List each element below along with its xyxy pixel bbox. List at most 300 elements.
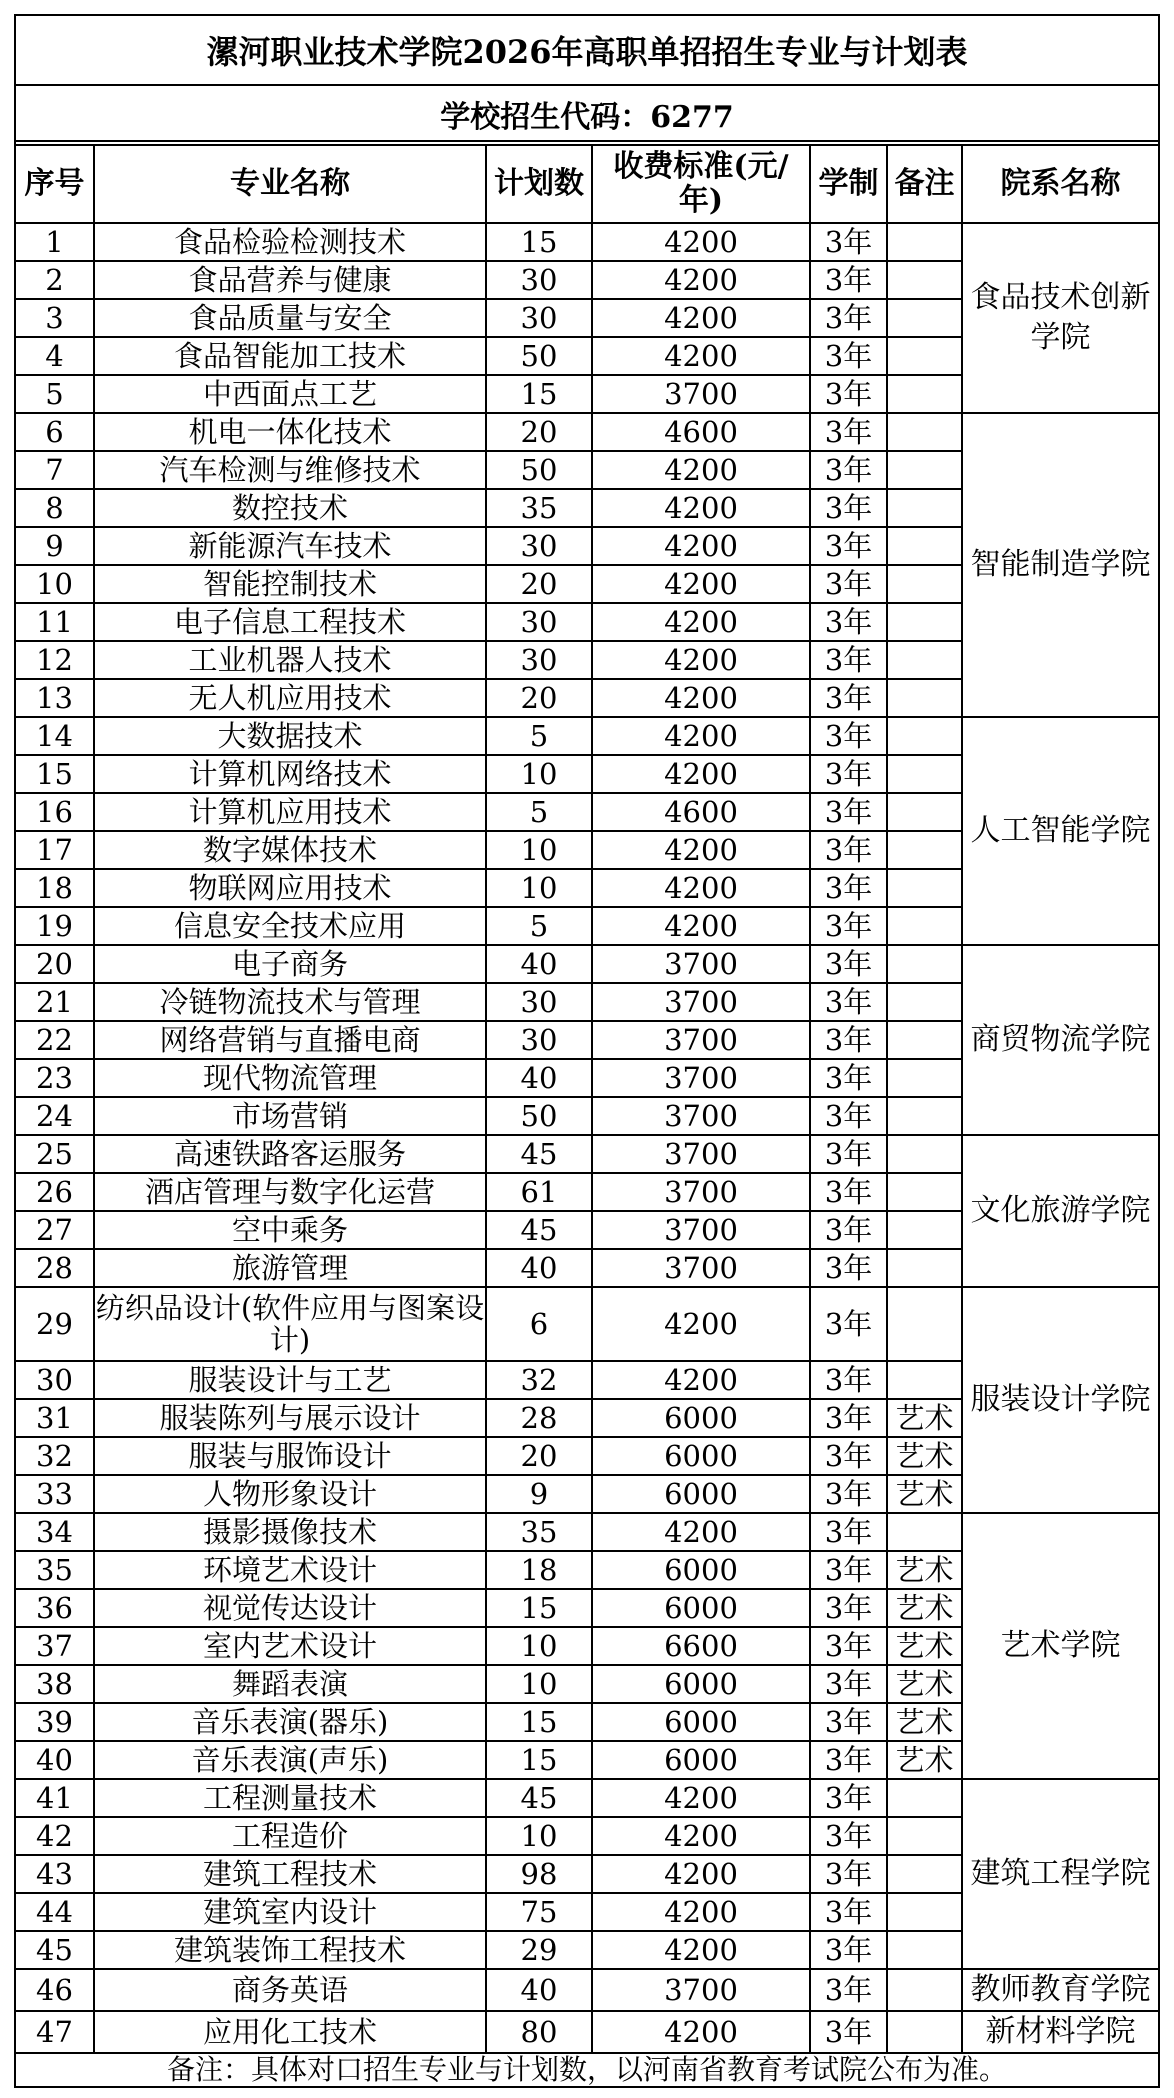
department-name: 建筑工程学院 — [962, 1779, 1158, 1969]
tuition: 4200 — [592, 299, 810, 337]
major-name: 食品质量与安全 — [94, 299, 486, 337]
department-name: 服装设计学院 — [962, 1287, 1158, 1513]
remark — [887, 869, 962, 907]
duration: 3年 — [810, 1287, 887, 1361]
duration: 3年 — [810, 413, 887, 451]
duration: 3年 — [810, 565, 887, 603]
major-name: 物联网应用技术 — [94, 869, 486, 907]
tuition: 4200 — [592, 1893, 810, 1931]
row-index: 46 — [16, 1969, 94, 2011]
remark — [887, 641, 962, 679]
row-index: 40 — [16, 1741, 94, 1779]
duration: 3年 — [810, 1211, 887, 1249]
major-name: 食品营养与健康 — [94, 261, 486, 299]
row-index: 5 — [16, 375, 94, 413]
tuition: 4600 — [592, 793, 810, 831]
remark: 艺术 — [887, 1703, 962, 1741]
department-name: 智能制造学院 — [962, 413, 1158, 717]
plan-count: 18 — [486, 1551, 592, 1589]
row-index: 33 — [16, 1475, 94, 1513]
remark — [887, 1097, 962, 1135]
plan-count: 50 — [486, 337, 592, 375]
row-index: 35 — [16, 1551, 94, 1589]
row-index: 19 — [16, 907, 94, 945]
major-name: 数控技术 — [94, 489, 486, 527]
tuition: 4200 — [592, 1931, 810, 1969]
plan-count: 10 — [486, 869, 592, 907]
table-row — [16, 223, 1158, 261]
tuition: 4200 — [592, 603, 810, 641]
duration: 3年 — [810, 869, 887, 907]
major-name: 电子商务 — [94, 945, 486, 983]
duration: 3年 — [810, 527, 887, 565]
duration: 3年 — [810, 983, 887, 1021]
tuition: 4200 — [592, 1361, 810, 1399]
tuition: 3700 — [592, 1135, 810, 1173]
major-name: 音乐表演(器乐) — [94, 1703, 486, 1741]
header-remark: 备注 — [887, 145, 962, 223]
major-name: 室内艺术设计 — [94, 1627, 486, 1665]
plan-count: 10 — [486, 1627, 592, 1665]
tuition: 3700 — [592, 1211, 810, 1249]
duration: 3年 — [810, 1173, 887, 1211]
plan-count: 40 — [486, 945, 592, 983]
table-row — [16, 945, 1158, 983]
footnote: 备注：具体对口招生专业与计划数，以河南省教育考试院公布为准。 — [166, 2053, 1007, 2086]
major-name: 工业机器人技术 — [94, 641, 486, 679]
duration: 3年 — [810, 1551, 887, 1589]
remark — [887, 1021, 962, 1059]
row-index: 26 — [16, 1173, 94, 1211]
plan-count: 15 — [486, 1589, 592, 1627]
major-name: 现代物流管理 — [94, 1059, 486, 1097]
header-tuition: 收费标准(元/年) — [592, 145, 810, 223]
major-name: 计算机应用技术 — [94, 793, 486, 831]
row-index: 38 — [16, 1665, 94, 1703]
duration: 3年 — [810, 1059, 887, 1097]
duration: 3年 — [810, 1589, 887, 1627]
tuition: 3700 — [592, 375, 810, 413]
duration: 3年 — [810, 451, 887, 489]
duration: 3年 — [810, 223, 887, 261]
plan-count: 40 — [486, 1059, 592, 1097]
major-name: 食品检验检测技术 — [94, 223, 486, 261]
duration: 3年 — [810, 831, 887, 869]
tuition: 4200 — [592, 565, 810, 603]
plan-count: 30 — [486, 527, 592, 565]
tuition: 3700 — [592, 1021, 810, 1059]
major-name: 机电一体化技术 — [94, 413, 486, 451]
duration: 3年 — [810, 1703, 887, 1741]
plan-count: 45 — [486, 1135, 592, 1173]
tuition: 4200 — [592, 679, 810, 717]
remark: 艺术 — [887, 1665, 962, 1703]
remark — [887, 1249, 962, 1287]
plan-count: 50 — [486, 1097, 592, 1135]
remark — [887, 1817, 962, 1855]
row-index: 44 — [16, 1893, 94, 1931]
enrollment-table — [16, 144, 1158, 2054]
row-index: 1 — [16, 223, 94, 261]
row-index: 42 — [16, 1817, 94, 1855]
tuition: 3700 — [592, 1173, 810, 1211]
plan-count: 75 — [486, 1893, 592, 1931]
remark: 艺术 — [887, 1437, 962, 1475]
plan-count: 32 — [486, 1361, 592, 1399]
duration: 3年 — [810, 1437, 887, 1475]
plan-count: 9 — [486, 1475, 592, 1513]
plan-count: 35 — [486, 1513, 592, 1551]
remark — [887, 489, 962, 527]
duration: 3年 — [810, 1399, 887, 1437]
row-index: 7 — [16, 451, 94, 489]
tuition: 6000 — [592, 1399, 810, 1437]
tuition: 6000 — [592, 1703, 810, 1741]
plan-count: 20 — [486, 679, 592, 717]
remark — [887, 1779, 962, 1817]
major-name: 建筑装饰工程技术 — [94, 1931, 486, 1969]
major-name: 食品智能加工技术 — [94, 337, 486, 375]
duration: 3年 — [810, 1665, 887, 1703]
major-name: 智能控制技术 — [94, 565, 486, 603]
department-name: 教师教育学院 — [962, 1969, 1158, 2011]
plan-count: 5 — [486, 717, 592, 755]
major-name: 工程测量技术 — [94, 1779, 486, 1817]
plan-count: 50 — [486, 451, 592, 489]
major-name: 工程造价 — [94, 1817, 486, 1855]
remark — [887, 299, 962, 337]
tuition: 4200 — [592, 1855, 810, 1893]
row-index: 39 — [16, 1703, 94, 1741]
major-name: 应用化工技术 — [94, 2011, 486, 2053]
table-row — [16, 717, 1158, 755]
remark — [887, 2011, 962, 2053]
row-index: 4 — [16, 337, 94, 375]
major-name: 大数据技术 — [94, 717, 486, 755]
remark — [887, 337, 962, 375]
department-name: 文化旅游学院 — [962, 1135, 1158, 1287]
tuition: 3700 — [592, 1249, 810, 1287]
row-index: 37 — [16, 1627, 94, 1665]
department-name: 新材料学院 — [962, 2011, 1158, 2053]
tuition: 4200 — [592, 831, 810, 869]
plan-count: 15 — [486, 375, 592, 413]
duration: 3年 — [810, 1135, 887, 1173]
remark — [887, 983, 962, 1021]
enrollment-plan-sheet — [14, 14, 1160, 2088]
major-name: 摄影摄像技术 — [94, 1513, 486, 1551]
plan-count: 15 — [486, 223, 592, 261]
duration: 3年 — [810, 945, 887, 983]
row-index: 23 — [16, 1059, 94, 1097]
major-name: 建筑室内设计 — [94, 1893, 486, 1931]
duration: 3年 — [810, 679, 887, 717]
row-index: 41 — [16, 1779, 94, 1817]
tuition: 3700 — [592, 945, 810, 983]
duration: 3年 — [810, 793, 887, 831]
major-name: 市场营销 — [94, 1097, 486, 1135]
remark — [887, 1211, 962, 1249]
major-name: 纺织品设计(软件应用与图案设计) — [94, 1287, 486, 1361]
remark — [887, 1969, 962, 2011]
row-index: 17 — [16, 831, 94, 869]
major-name: 高速铁路客运服务 — [94, 1135, 486, 1173]
duration: 3年 — [810, 1361, 887, 1399]
header-plan-count: 计划数 — [486, 145, 592, 223]
duration: 3年 — [810, 1969, 887, 2011]
plan-count: 40 — [486, 1969, 592, 2011]
tuition: 6000 — [592, 1741, 810, 1779]
row-index: 10 — [16, 565, 94, 603]
tuition: 4200 — [592, 641, 810, 679]
row-index: 45 — [16, 1931, 94, 1969]
row-index: 25 — [16, 1135, 94, 1173]
tuition: 4600 — [592, 413, 810, 451]
table-row — [16, 1513, 1158, 1551]
major-name: 空中乘务 — [94, 1211, 486, 1249]
plan-count: 30 — [486, 299, 592, 337]
row-index: 21 — [16, 983, 94, 1021]
tuition: 4200 — [592, 337, 810, 375]
major-name: 音乐表演(声乐) — [94, 1741, 486, 1779]
remark: 艺术 — [887, 1741, 962, 1779]
duration: 3年 — [810, 907, 887, 945]
duration: 3年 — [810, 337, 887, 375]
remark — [887, 565, 962, 603]
table-row — [16, 1969, 1158, 2011]
major-name: 视觉传达设计 — [94, 1589, 486, 1627]
tuition: 4200 — [592, 2011, 810, 2053]
tuition: 4200 — [592, 489, 810, 527]
duration: 3年 — [810, 1817, 887, 1855]
table-header-row — [16, 145, 1158, 223]
school-code: 学校招生代码：6277 — [16, 88, 1158, 142]
tuition: 6000 — [592, 1437, 810, 1475]
plan-count: 80 — [486, 2011, 592, 2053]
major-name: 服装与服饰设计 — [94, 1437, 486, 1475]
remark — [887, 1135, 962, 1173]
tuition: 3700 — [592, 983, 810, 1021]
tuition: 4200 — [592, 1513, 810, 1551]
plan-count: 45 — [486, 1779, 592, 1817]
plan-count: 10 — [486, 1665, 592, 1703]
row-index: 8 — [16, 489, 94, 527]
plan-count: 6 — [486, 1287, 592, 1361]
major-name: 环境艺术设计 — [94, 1551, 486, 1589]
tuition: 4200 — [592, 869, 810, 907]
remark — [887, 413, 962, 451]
tuition: 4200 — [592, 451, 810, 489]
table-row — [16, 1135, 1158, 1173]
major-name: 中西面点工艺 — [94, 375, 486, 413]
plan-count: 30 — [486, 641, 592, 679]
tuition: 4200 — [592, 261, 810, 299]
remark: 艺术 — [887, 1399, 962, 1437]
remark — [887, 223, 962, 261]
row-index: 24 — [16, 1097, 94, 1135]
duration: 3年 — [810, 299, 887, 337]
plan-count: 30 — [486, 1021, 592, 1059]
major-name: 信息安全技术应用 — [94, 907, 486, 945]
duration: 3年 — [810, 1931, 887, 1969]
major-name: 冷链物流技术与管理 — [94, 983, 486, 1021]
plan-count: 20 — [486, 413, 592, 451]
duration: 3年 — [810, 1249, 887, 1287]
department-name: 商贸物流学院 — [962, 945, 1158, 1135]
table-row — [16, 1287, 1158, 1361]
remark — [887, 679, 962, 717]
header-duration: 学制 — [810, 145, 887, 223]
tuition: 6000 — [592, 1589, 810, 1627]
header-index: 序号 — [16, 145, 94, 223]
table-row — [16, 1779, 1158, 1817]
remark — [887, 261, 962, 299]
duration: 3年 — [810, 1893, 887, 1931]
row-index: 28 — [16, 1249, 94, 1287]
row-index: 15 — [16, 755, 94, 793]
row-index: 22 — [16, 1021, 94, 1059]
remark — [887, 1059, 962, 1097]
duration: 3年 — [810, 1513, 887, 1551]
row-index: 12 — [16, 641, 94, 679]
tuition: 4200 — [592, 717, 810, 755]
plan-count: 28 — [486, 1399, 592, 1437]
major-name: 无人机应用技术 — [94, 679, 486, 717]
department-name: 食品技术创新学院 — [962, 223, 1158, 413]
row-index: 9 — [16, 527, 94, 565]
duration: 3年 — [810, 1627, 887, 1665]
row-index: 43 — [16, 1855, 94, 1893]
row-index: 3 — [16, 299, 94, 337]
remark — [887, 755, 962, 793]
department-name: 艺术学院 — [962, 1513, 1158, 1779]
row-index: 2 — [16, 261, 94, 299]
plan-count: 5 — [486, 793, 592, 831]
plan-count: 15 — [486, 1741, 592, 1779]
plan-count: 20 — [486, 565, 592, 603]
plan-count: 29 — [486, 1931, 592, 1969]
plan-count: 35 — [486, 489, 592, 527]
major-name: 电子信息工程技术 — [94, 603, 486, 641]
row-index: 29 — [16, 1287, 94, 1361]
remark — [887, 1513, 962, 1551]
row-index: 18 — [16, 869, 94, 907]
row-index: 16 — [16, 793, 94, 831]
row-index: 36 — [16, 1589, 94, 1627]
duration: 3年 — [810, 1475, 887, 1513]
plan-count: 10 — [486, 755, 592, 793]
remark — [887, 527, 962, 565]
major-name: 舞蹈表演 — [94, 1665, 486, 1703]
tuition: 6000 — [592, 1475, 810, 1513]
tuition: 4200 — [592, 907, 810, 945]
remark — [887, 717, 962, 755]
major-name: 酒店管理与数字化运营 — [94, 1173, 486, 1211]
tuition: 4200 — [592, 1779, 810, 1817]
remark — [887, 907, 962, 945]
row-index: 31 — [16, 1399, 94, 1437]
plan-count: 61 — [486, 1173, 592, 1211]
duration: 3年 — [810, 755, 887, 793]
remark — [887, 945, 962, 983]
table-row — [16, 2011, 1158, 2053]
remark: 艺术 — [887, 1627, 962, 1665]
remark: 艺术 — [887, 1589, 962, 1627]
remark — [887, 1173, 962, 1211]
duration: 3年 — [810, 1855, 887, 1893]
row-index: 34 — [16, 1513, 94, 1551]
row-index: 20 — [16, 945, 94, 983]
major-name: 商务英语 — [94, 1969, 486, 2011]
plan-count: 30 — [486, 261, 592, 299]
tuition: 4200 — [592, 527, 810, 565]
row-index: 47 — [16, 2011, 94, 2053]
plan-count: 10 — [486, 1817, 592, 1855]
table-body — [16, 223, 1158, 2053]
major-name: 人物形象设计 — [94, 1475, 486, 1513]
row-index: 32 — [16, 1437, 94, 1475]
remark — [887, 603, 962, 641]
remark — [887, 375, 962, 413]
table-row — [16, 413, 1158, 451]
plan-count: 40 — [486, 1249, 592, 1287]
major-name: 数字媒体技术 — [94, 831, 486, 869]
row-index: 13 — [16, 679, 94, 717]
tuition: 6000 — [592, 1665, 810, 1703]
major-name: 网络营销与直播电商 — [94, 1021, 486, 1059]
remark — [887, 451, 962, 489]
remark — [887, 1855, 962, 1893]
duration: 3年 — [810, 717, 887, 755]
tuition: 4200 — [592, 755, 810, 793]
tuition: 4200 — [592, 1287, 810, 1361]
plan-count: 98 — [486, 1855, 592, 1893]
plan-count: 15 — [486, 1703, 592, 1741]
row-index: 14 — [16, 717, 94, 755]
remark — [887, 1893, 962, 1931]
duration: 3年 — [810, 375, 887, 413]
duration: 3年 — [810, 261, 887, 299]
department-name: 人工智能学院 — [962, 717, 1158, 945]
duration: 3年 — [810, 603, 887, 641]
major-name: 新能源汽车技术 — [94, 527, 486, 565]
tuition: 4200 — [592, 223, 810, 261]
row-index: 6 — [16, 413, 94, 451]
major-name: 计算机网络技术 — [94, 755, 486, 793]
row-index: 11 — [16, 603, 94, 641]
major-name: 服装陈列与展示设计 — [94, 1399, 486, 1437]
tuition: 6600 — [592, 1627, 810, 1665]
row-index: 30 — [16, 1361, 94, 1399]
major-name: 汽车检测与维修技术 — [94, 451, 486, 489]
remark: 艺术 — [887, 1475, 962, 1513]
duration: 3年 — [810, 1021, 887, 1059]
plan-count: 20 — [486, 1437, 592, 1475]
plan-count: 30 — [486, 983, 592, 1021]
duration: 3年 — [810, 489, 887, 527]
major-name: 建筑工程技术 — [94, 1855, 486, 1893]
duration: 3年 — [810, 2011, 887, 2053]
remark — [887, 1361, 962, 1399]
plan-count: 45 — [486, 1211, 592, 1249]
plan-count: 30 — [486, 603, 592, 641]
tuition: 4200 — [592, 1817, 810, 1855]
page-title: 漯河职业技术学院2026年高职单招招生专业与计划表 — [16, 16, 1158, 86]
remark — [887, 1287, 962, 1361]
duration: 3年 — [810, 1779, 887, 1817]
remark — [887, 1931, 962, 1969]
tuition: 3700 — [592, 1969, 810, 2011]
